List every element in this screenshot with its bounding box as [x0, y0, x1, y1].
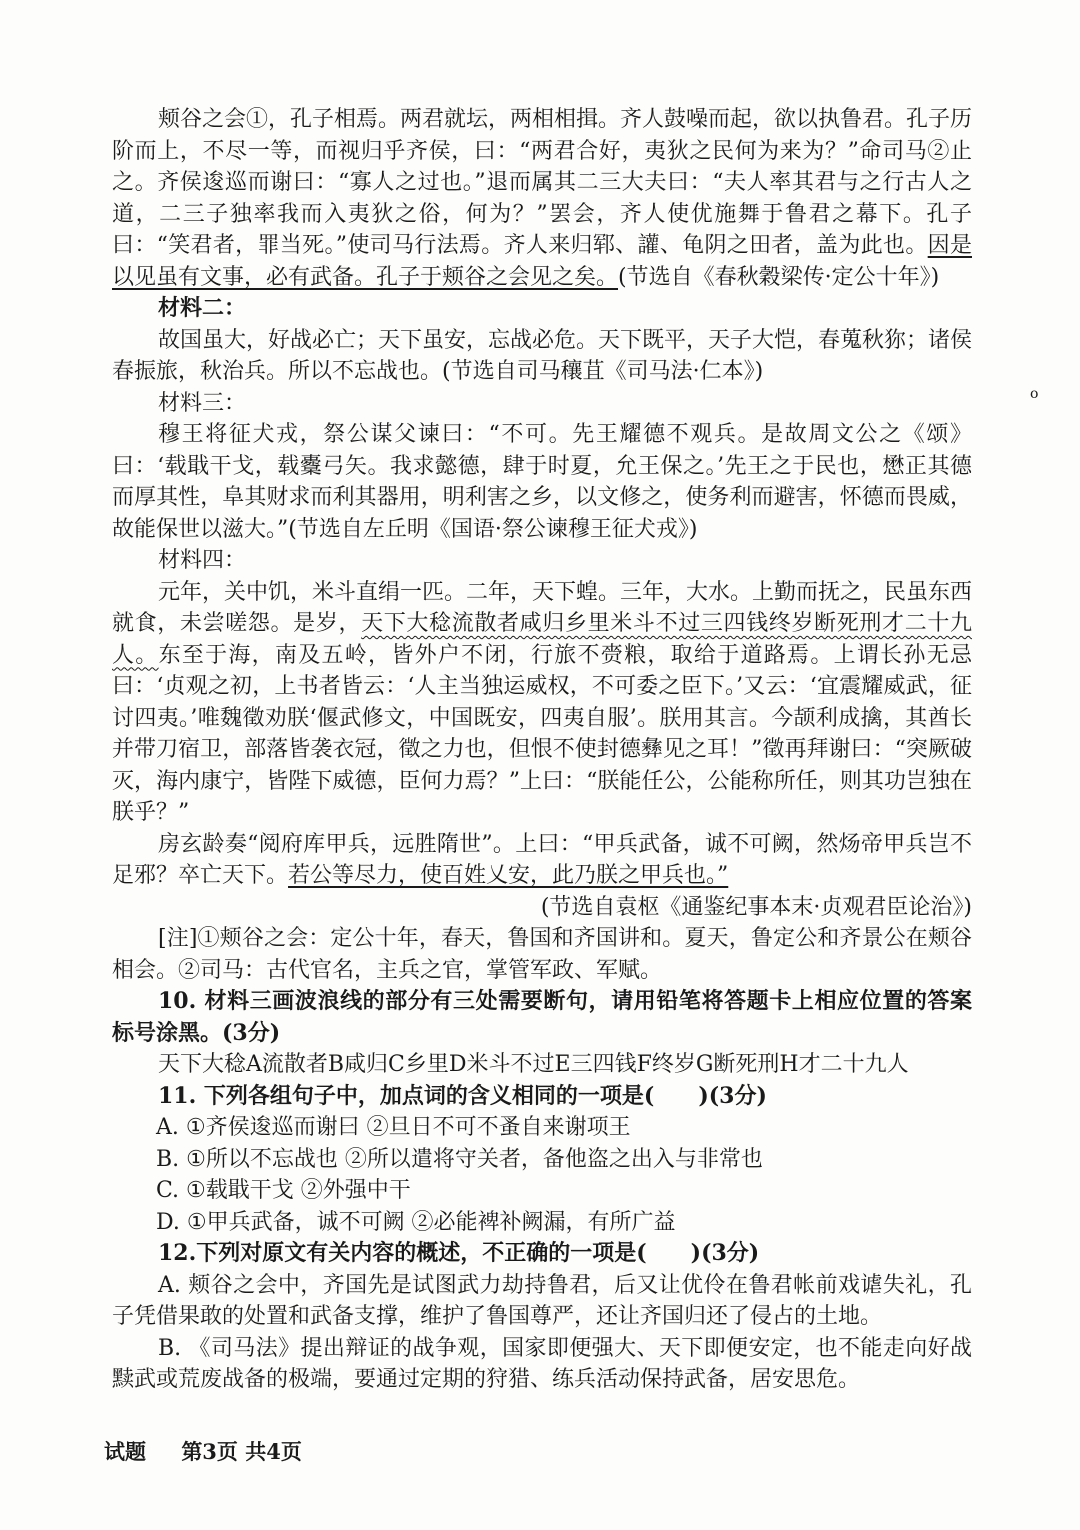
question-11-stem: 11. 下列各组句子中，加点词的含义相同的一项是( )(3分): [158, 1082, 767, 1109]
material-3: 穆王将征犬戎，祭公谋父谏曰：“不可。先王耀德不观兵。是故周文公之《颂》曰：‘载戢干戈，载櫜弓矢。我求懿德，肆于时夏，允王保之。’先王之于民也，懋正其德而厚其性，阜其财求而利其器用，明利害之乡，以文修之，使务利而避害，怀德而畏威，故能保世以滋大。”(节选自左丘明《国语·祭公谏穆王征犬戎》): [112, 422, 972, 542]
question-11-option-b: B. ①所以不忘战也 ②所以遣将守关者，备他盗之出入与非常也: [156, 1146, 763, 1172]
question-10-line: 天下大稔A流散者B咸归C乡里D米斗不过E三四钱F终岁G断死刑H才二十九人: [158, 1052, 909, 1077]
material-3-label: 材料三：: [158, 390, 247, 416]
material-4-para-2: 房玄龄奏“阅府库甲兵，远胜隋世”。上曰：“甲兵武备，诚不可阙，然炀帝甲兵岂不足邪？卒亡天下。若公等尽力，使百姓乂安，此乃朕之甲兵也。”: [112, 831, 972, 888]
footer-page-number: 第3页 共4页: [181, 1439, 302, 1464]
material-4-label: 材料四：: [158, 548, 247, 573]
annotation-note: [注]①颊谷之会：定公十年，春天，鲁国和齐国讲和。夏天，鲁定公和齐景公在颊谷相会。②司马：古代官名，主兵之官，掌管军政、军赋。: [112, 926, 972, 983]
question-12-stem: 12.下列对原文有关内容的概述，不正确的一项是( )(3分): [158, 1240, 760, 1266]
material-4-source: (节选自袁枢《通鉴纪事本末·贞观君臣论治》): [540, 894, 972, 920]
material-4-underlined: 若公等尽力，使百姓乂安，此乃朕之甲兵也。”: [288, 863, 729, 888]
question-12-option-b: B. 《司马法》提出辩证的战争观，国家即便强大、天下即便安定，也不能走向好战黩武或荒废战备的极端，要通过定期的狩猎、练兵活动保持武备，居安思危。: [112, 1335, 972, 1392]
question-11-option-c: C. ①载戢干戈 ②外强中干: [156, 1178, 411, 1203]
wavy-underline-passage: 天下大稔流散者咸归乡里米斗不过三四钱终岁断死刑才二十九人。: [112, 611, 972, 668]
stray-mark: o: [1030, 386, 1039, 402]
question-10-stem: 10. 材料三画波浪线的部分有三处需要断句，请用铅笔将答题卡上相应位置的答案标号涂黑。(3分): [112, 988, 972, 1046]
page-footer: [104, 1436, 330, 1466]
material-2-label: 材料二：: [158, 295, 247, 321]
question-11-option-a: A. ①齐侯逡巡而谢曰 ②旦日不可不蚤自来谢项王: [156, 1115, 631, 1140]
material-1-underlined: 因是以见虽有文事，必有武备。孔子于颊谷之会见之矣。: [112, 233, 972, 290]
question-11-option-d: D. ①甲兵武备，诚不可阙 ②必能裨补阙漏，有所广益: [156, 1209, 676, 1235]
material-4: 元年，关中饥，米斗直绢一匹。二年，天下蝗。三年，大水。上勤而抚之，民虽东西就食，未尝嗟怨。是岁，天下大稔流散者咸归乡里米斗不过三四钱终岁断死刑才二十九人。东至于海，南及五岭，皆外户不闭，行旅不赍粮，取给于道路焉。上谓长孙无忌曰：‘贞观之初，上书者皆云：‘人主当独运威权，不可委之臣下。’又云：‘宜震耀威武，征讨四夷。’唯魏徵劝朕‘偃武修文，中国既安，四夷自服’。朕用其言。今颉利成擒，其酋长并带刀宿卫，部落皆袭衣冠，徵之力也，但恨不使封德彝见之耳！”徵再拜谢曰：“突厥破灭，海内康宁，皆陛下威德，臣何力焉？”上曰：“朕能任公，公能称所任，则其功岂独在朕乎？”: [112, 579, 973, 825]
material-2: 故国虽大，好战必亡；天下虽安，忘战必危。天下既平，天子大恺，春蒐秋狝；诸侯春振旅，秋治兵。所以不忘战也。(节选自司马穰苴《司马法·仁本》): [112, 327, 973, 384]
question-12-option-a: A. 颊谷之会中，齐国先是试图武力劫持鲁君，后又让优伶在鲁君帐前戏谑失礼，孔子凭借果敢的处置和武备支撑，维护了鲁国尊严，还让齐国归还了侵占的土地。: [112, 1272, 972, 1329]
material-1: 颊谷之会①，孔子相焉。两君就坛，两相相揖。齐人鼓噪而起，欲以执鲁君。孔子历阶而上，不尽一等，而视归乎齐侯，曰：“两君合好，夷狄之民何为来为？”命司马②止之。齐侯逡巡而谢曰：“寡人之过也。”退而属其二三大夫曰：“夫人率其君与之行古人之道，二三子独率我而入夷狄之俗，何为？”罢会，齐人使优施舞于鲁君之幕下。孔子曰：“笑君者，罪当死。”使司马行法焉。齐人来归郓、讙、龟阴之田者，盖为此也。因是以见虽有文事，必有武备。孔子于颊谷之会见之矣。(节选自《春秋穀梁传·定公十年》): [112, 107, 973, 290]
material-1-source: (节选自《春秋穀梁传·定公十年》): [618, 264, 940, 290]
exam-page: [112, 104, 972, 1396]
footer-label: 试题: [104, 1439, 146, 1464]
